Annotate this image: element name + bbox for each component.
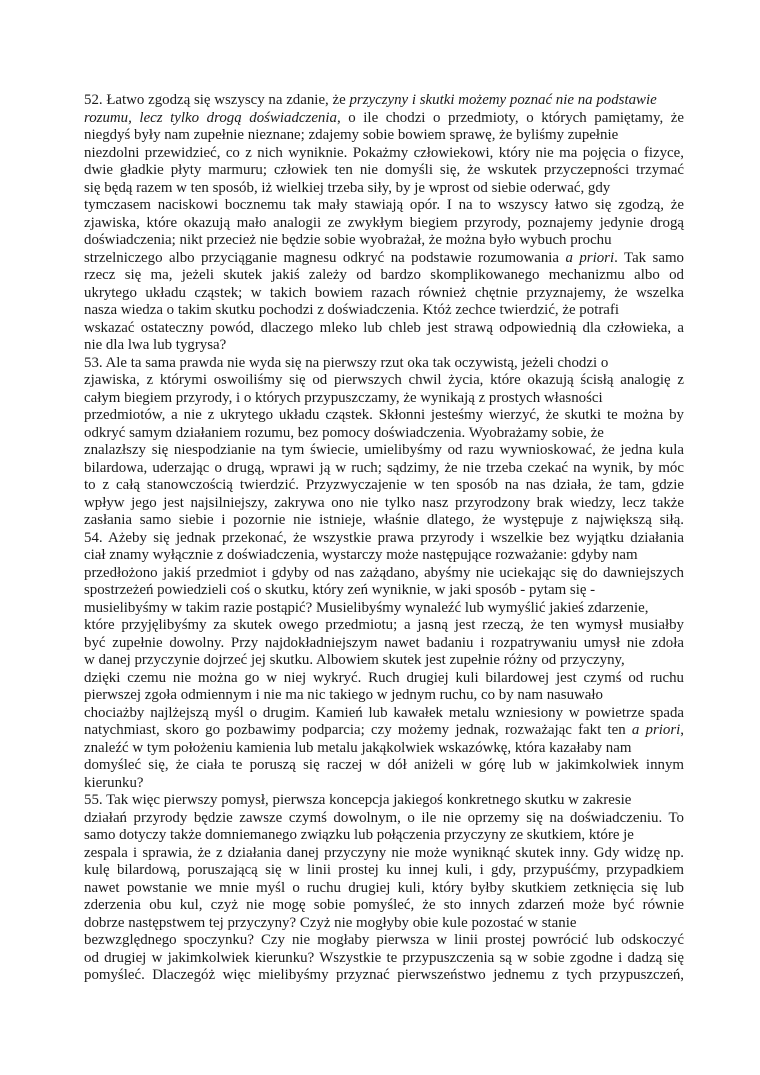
text-line: zjawiska, z którymi oswoiliśmy się od pierwszych chwil życia, które okazują ścisłą analogię z: [84, 372, 684, 388]
text-line: tymczasem naciskowi bocznemu tak mały stawiają opór. I na to wszyscy łatwo się zgodzą, że: [84, 197, 684, 213]
text-line: natychmiast, skoro go pozbawimy podparcia; czy możemy jednak, rozważając fakt ten a priori,: [84, 722, 684, 738]
text-line: to z całą stanowczością twierdzić. Przyzwyczajenie w ten sposób na nas działa, że tam, gdzie: [84, 477, 684, 493]
paragraph-55: [84, 792, 684, 985]
text-line: 53. Ale ta sama prawda nie wyda się na pierwszy rzut oka tak oczywistą, jeżeli chodzi o: [84, 354, 609, 371]
document-page: [84, 92, 684, 985]
text-line: 52. Łatwo zgodzą się wszyscy na zdanie, że przyczyny i skutki możemy poznać nie na podstawie: [84, 92, 657, 108]
text-line: w danej przyczynie dojrzeć jej skutku. Albowiem skutek jest zupełnie różny od przyczyny,: [84, 652, 625, 668]
text-line: kulę bilardową, poruszającą się w linii prostej ku innej kuli, i gdy, przypuśćmy, przypadkiem: [84, 862, 684, 878]
text-line: niezdolni przewidzieć, co z nich wyniknie. Pokażmy człowiekowi, który nie ma pojęcia o fizyce,: [84, 144, 684, 161]
text-line: musielibyśmy w takim razie postąpić? Musielibyśmy wynaleźć lub wymyślić jakieś zdarzenie,: [84, 599, 649, 616]
text-line: doświadczenia; nikt przecież nie będzie sobie wyobrażał, że można było wybuch prochu: [84, 232, 612, 248]
text-line: całym biegiem przyrody, i o których przypuszczamy, że wynikają z prostych własności: [84, 389, 603, 406]
text-line: domyśleć się, że ciała te poruszą się raczej w dół aniżeli w górę lub w jakimkolwiek innym: [84, 757, 684, 773]
text-line: znaleźć w tym położeniu kamienia lub metalu jakąkolwiek wskazówkę, która kazałaby nam: [84, 739, 632, 756]
text-line: zjawiska, które okazują mało analogii ze zwykłym biegiem przyrody, poznajemy jedynie drogą: [84, 214, 684, 231]
text-line: pomyśleć. Dlaczegóż więc mielibyśmy przyznać pierwszeństwo jednemu z tych przypuszczeń,: [84, 967, 684, 983]
text-line: pierwszej zgoła odmiennym i nie ma nic takiego w jednym ruchu, co by nam nasuwało: [84, 687, 603, 703]
text-line: dzięki czemu nie można go w niej wykryć. Ruch drugiej kuli bilardowej jest czymś od ruchu: [84, 669, 684, 686]
text-line: bezwzględnego spoczynku? Czy nie mogłaby pierwsza w linii prostej powrócić lub odskoczyć: [84, 932, 684, 948]
text-line: rozumu, lecz tylko drogą doświadczenia, o ile chodzi o przedmioty, o których pamiętamy, że: [84, 109, 684, 126]
paragraph-54: [84, 530, 684, 793]
text-line: 55. Tak więc pierwszy pomysł, pierwsza koncepcja jakiegoś konkretnego skutku w zakresie: [84, 792, 632, 808]
text-line: niegdyś były nam zupełnie nieznane; zdajemy sobie bowiem sprawę, że byliśmy zupełnie: [84, 127, 619, 143]
text-line: przedmiotów, a nie z ukrytego układu cząstek. Skłonni jesteśmy wierzyć, że skutki te można by: [84, 407, 684, 423]
text-line: ukrytego układu cząstek; w takich bowiem razach również chętnie przyznajemy, że wszelka: [84, 284, 684, 301]
text-line: 54. Ażeby się jednak przekonać, że wszystkie prawa przyrody i wszelkie bez wyjątku działania: [84, 529, 684, 546]
text-line: nie dla lwa lub tygrysa?: [84, 337, 227, 353]
text-line: zderzenia obu kul, czyż nie mogę sobie pomyśleć, że sto innych zdarzeń może być równie: [84, 897, 684, 913]
text-line: działań przyrody będzie zawsze czymś dowolnym, o ile nie oprzemy się na doświadczeniu. To: [84, 809, 684, 826]
text-line: ciał znamy wyłącznie z doświadczenia, wystarczy może następujące rozważanie: gdyby nam: [84, 547, 638, 563]
text-line: wpływ jego jest najsilniejszy, zakrywa ono nie tylko nasz przyrodzony brak wiedzy, lecz także: [84, 494, 684, 511]
text-line: rzecz się ma, jeżeli skutek jakiś zależy od bardzo skomplikowanego mechanizmu albo od: [84, 267, 684, 283]
text-line: kierunku?: [84, 774, 144, 791]
paragraph-53: [84, 355, 684, 530]
text-line: zasłania samo siebie i pozornie nie istnieje, właśnie dlatego, że występuje z największą siłą.: [84, 512, 684, 528]
text-line: dwie gładkie płyty marmuru; człowiek ten nie domyśli się, że wskutek przyczepności trzymać: [84, 162, 684, 178]
text-line: strzelniczego albo przyciąganie magnesu odkryć na podstawie rozumowania a priori. Tak samo: [84, 249, 684, 266]
text-line: odkryć samym działaniem rozumu, bez pomocy doświadczenia. Wyobrażamy sobie, że: [84, 424, 604, 441]
text-line: przedłożono jakiś przedmiot i gdyby od nas zażądano, abyśmy nie uciekając się do dawniejszych: [84, 564, 684, 581]
paragraph-52: [84, 92, 684, 355]
text-line: spostrzeżeń powiedzieli coś o skutku, który zeń wyniknie, w jaki sposób - pytam się -: [84, 582, 596, 598]
text-line: od drugiej w jakimkolwiek kierunku? Wszystkie te przypuszczenia są w sobie zgodne i dadzą się: [84, 949, 684, 966]
text-line: chociażby najlżejszą myśl o drugim. Kamień lub kawałek metalu wzniesiony w powietrze spada: [84, 704, 684, 721]
text-line: samo dotyczy także domniemanego związku lub połączenia przyczyny ze skutkiem, które je: [84, 827, 634, 843]
text-line: zespala i sprawia, że z działania danej przyczyny nie może wyniknąć skutek inny. Gdy widzę np.: [84, 844, 684, 861]
text-line: się będą razem w ten sposób, iż wielkiej trzeba siły, by je wprost od siebie oderwać, gdy: [84, 179, 611, 196]
text-line: wskazać ostateczny powód, dlaczego mleko lub chleb jest strawą odpowiednią dla człowieka, a: [84, 319, 684, 336]
text-line: nasza wiedza o takim skutku pochodzi z doświadczenia. Któż zechce twierdzić, że potrafi: [84, 302, 620, 318]
text-line: nawet powstanie we mnie myśl o ruchu drugiej kuli, który byłby skutkiem zetknięcia się lub: [84, 879, 684, 896]
text-line: bilardowa, uderzając o drugą, wprawi ją w ruch; sądzimy, że nie trzeba czekać na wynik, by móc: [84, 459, 684, 476]
text-line: które przyjęlibyśmy za skutek owego przedmiotu; a jasną jest rzeczą, że ten wymysł musiałby: [84, 617, 684, 633]
text-line: być zupełnie dowolny. Przy najdokładniejszym nawet badaniu i rozpatrywaniu umysł nie zdoła: [84, 634, 684, 651]
text-line: dobrze następstwem tej przyczyny? Czyż nie mogłyby obie kule pozostać w stanie: [84, 914, 577, 931]
text-line: znalazłszy się niespodzianie na tym świecie, umielibyśmy od razu wywnioskować, że jedna kula: [84, 442, 684, 458]
